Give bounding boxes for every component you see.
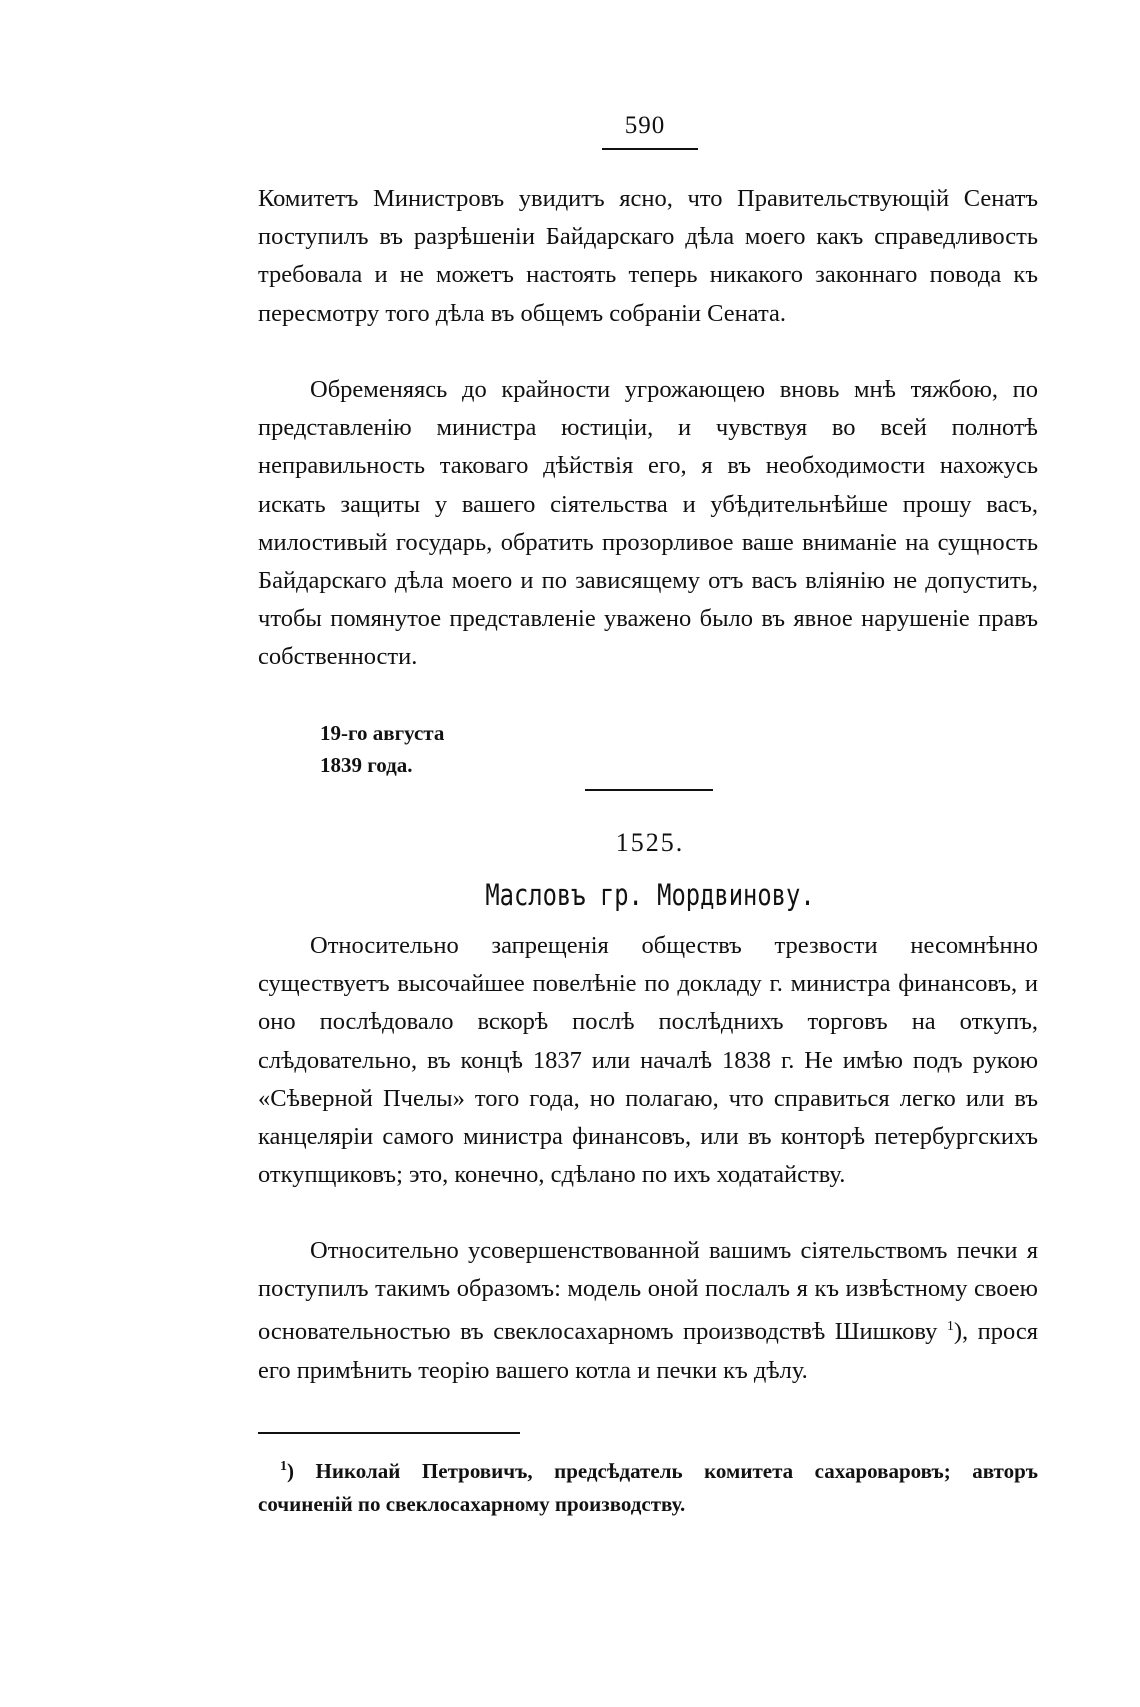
footnote-body: ) Николай Петровичъ, предсѣдатель комитета сахароваровъ; авторъ сочиненій по свеклосахарному производству. [258,1459,1038,1516]
section-divider [585,789,713,791]
document-heading: Масловъ гр. Мордвинову. [485,878,815,912]
paragraph: Комитетъ Министровъ увидитъ ясно, что Правительствующій Сенатъ поступилъ въ разрѣшеніи Байдарскаго дѣла моего какъ справедливость требовала и не можетъ настоять теперь никакого законнаго повода къ пересмотру того дѣла въ общемъ собраніи Сената. [258,185,1038,327]
continued-letter-paragraph-2 [258,371,1038,677]
footnote-marker: 1 [280,1459,287,1474]
paragraph-text-end: ), прося его примѣнить теорію вашего котла и печки къ дѣлу. [258,1318,1038,1384]
letter-date-day: 19-го августа [320,721,445,745]
letter-date-year: 1839 года. [320,753,413,777]
continued-letter-paragraph-1 [258,180,1038,333]
paragraph: Относительно запрещенія обществъ трезвости несомнѣнно существуетъ высочайшее повелѣніе по докладу г. министра финансовъ, и оно послѣдовало вскорѣ послѣ послѣднихъ торговъ на откупъ, слѣдовательно, въ концѣ 1837 или началѣ 1838 г. Не имѣю подъ рукою «Сѣверной Пчелы» того года, но полагаю, что справиться легко или въ канцеляріи самого министра финансовъ, или въ конторѣ петербургскихъ откупщиковъ; это, конечно, сдѣлано по ихъ ходатайству. [258,932,1038,1189]
paragraph: Обременяясь до крайности угрожающею вновь мнѣ тяжбою, по представленію министра юстиціи, и чувствуя во всей полнотѣ неправильность таковаго дѣйствія его, я въ необходимости нахожусь искать защиты у вашего сіятельства и убѣдительнѣйше прошу васъ, милостивый государь, обратить прозорливое ваше вниманіе на сущность Байдарскаго дѣла моего и по зависящему отъ васъ вліянію не допустить, чтобы помянутое представленіе уважено было въ явное нарушеніе правъ собственности. [258,376,1038,671]
document-number: 1525. [615,828,685,857]
footnote [258,1450,1038,1521]
footnote-divider [258,1432,520,1434]
page-number-underline [602,148,698,150]
paragraph-text-start: Относительно усовершенствованной вашимъ сіятельствомъ печки я поступилъ такимъ образомъ: модель оной послалъ я къ извѣстному своею основательностью въ свеклосахарномъ производствѣ Шишкову [258,1237,1038,1346]
footnote-reference: 1 [946,1319,954,1335]
letter-paragraph-2 [258,1232,1038,1390]
footnote-text [258,1450,1038,1521]
paragraph [258,1232,1038,1390]
letter-paragraph-1 [258,927,1038,1194]
page-number: 590 [624,112,666,139]
